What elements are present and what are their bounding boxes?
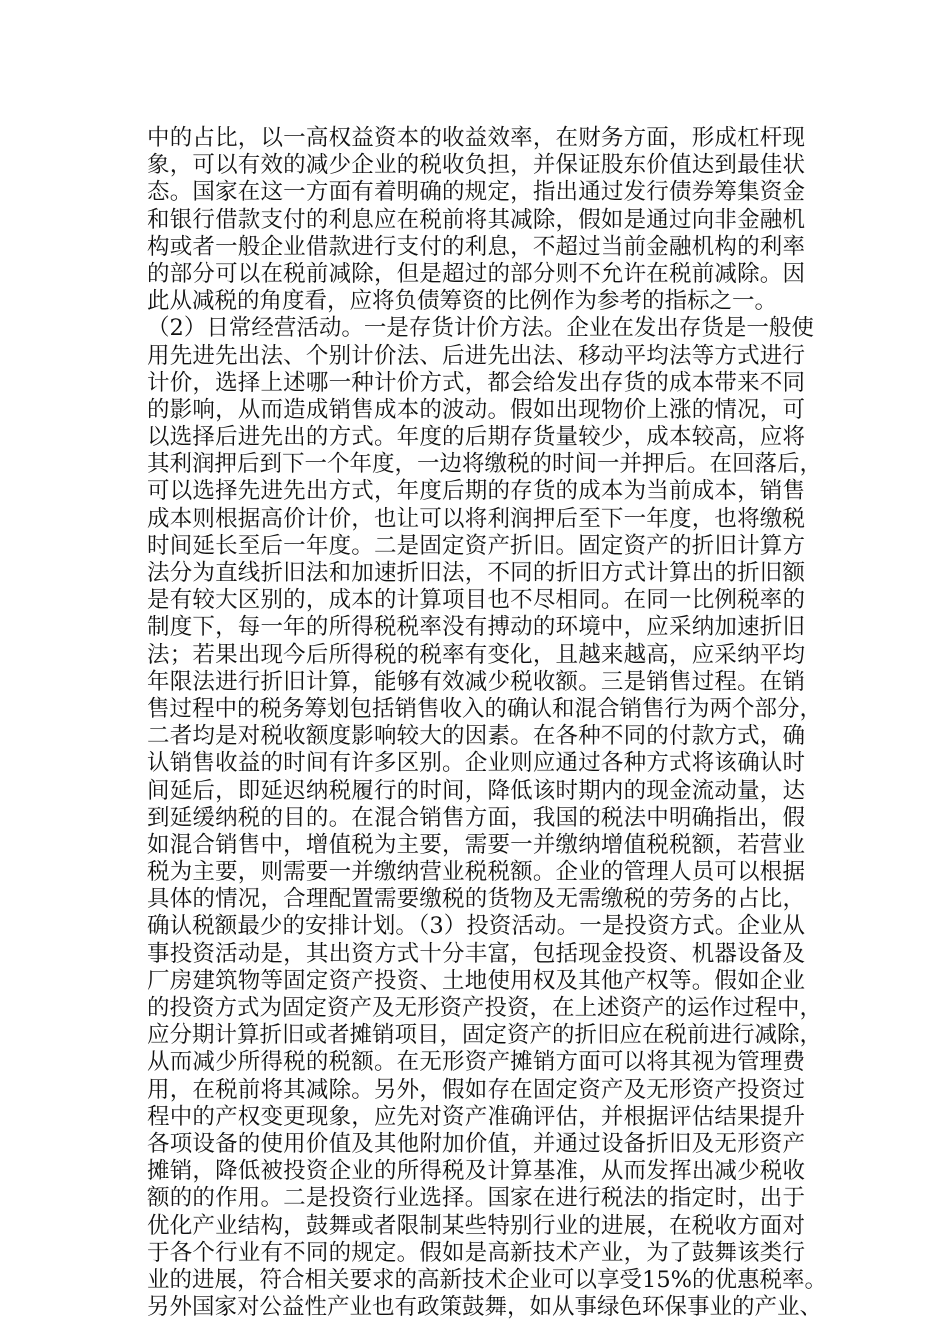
text-line: 额的的作用。二是投资行业选择。国家在进行税法的指定时，出于 [147, 1185, 805, 1212]
text-line: 用先进先出法、个别计价法、后进先出法、移动平均法等方式进行 [147, 342, 805, 369]
text-line: 计价，选择上述哪一种计价方式，都会给发出存货的成本带来不同 [147, 369, 805, 396]
text-line: 此从减税的角度看，应将负债筹资的比例作为参考的指标之一。 [147, 288, 778, 315]
text-line: 售过程中的税务筹划包括销售收入的确认和混合销售行为两个部分， [147, 695, 823, 722]
text-line: 间延后，即延迟纳税履行的时间，降低该时期内的现金流动量，达 [147, 777, 805, 804]
text-line: 的影响，从而造成销售成本的波动。假如出现物价上涨的情况，可 [147, 396, 805, 423]
text-line: 程中的产权变更现象，应先对资产准确评估，并根据评估结果提升 [147, 1103, 805, 1130]
text-line: 具体的情况，合理配置需要缴税的货物及无需缴税的劳务的占比， [147, 886, 805, 913]
text-line: 的部分可以在税前减除，但是超过的部分则不允许在税前减除。因 [147, 260, 805, 287]
text-line: 是有较大区别的，成本的计算项目也不尽相同。在同一比例税率的 [147, 587, 805, 614]
text-line: 事投资活动是，其出资方式十分丰富，包括现金投资、机器设备及 [147, 940, 805, 967]
text-line: 可以选择先进先出方式，年度后期的存货的成本为当前成本，销售 [147, 478, 805, 505]
text-line: 二者均是对税收额度影响较大的因素。在各种不同的付款方式，确 [147, 723, 805, 750]
text-line: 法；若果出现今后所得税的税率有变化，且越来越高，应采纳平均 [147, 641, 805, 668]
text-line: 中的占比，以一高权益资本的收益效率，在财务方面，形成杠杆现 [147, 125, 805, 151]
text-line: 的投资方式为固定资产及无形资产投资，在上述资产的运作过程中， [147, 995, 823, 1021]
text-line: 业的进展，符合相关要求的高新技术企业可以享受15%的优惠税率。 [147, 1266, 828, 1293]
text-line: 用，在税前将其减除。另外，假如存在固定资产及无形资产投资过 [147, 1076, 805, 1103]
body-paragraph [147, 125, 828, 1321]
text-line: 成本则根据高价计价，也让可以将利润押后至下一年度，也将缴税 [147, 505, 805, 532]
text-line: 另外国家对公益性产业也有政策鼓舞，如从事绿色环保事业的产业、 [147, 1294, 823, 1321]
text-line: 确认税额最少的安排计划。（3）投资活动。一是投资方式。企业从 [147, 913, 805, 940]
text-line: 构或者一般企业借款进行支付的利息，不超过当前金融机构的利率 [147, 233, 805, 260]
text-line: 如混合销售中，增值税为主要，需要一并缴纳增值税税额，若营业 [147, 831, 805, 858]
text-line: 各项设备的使用价值及其他附加价值，并通过设备折旧及无形资产 [147, 1130, 805, 1157]
text-line: 以选择后进先出的方式。年度的后期存货量较少，成本较高，应将 [147, 424, 805, 451]
text-line: 态。国家在这一方面有着明确的规定，指出通过发行债券筹集资金 [147, 179, 805, 206]
text-line: 税为主要，则需要一并缴纳营业税税额。企业的管理人员可以根据 [147, 859, 805, 886]
text-line: 象，可以有效的减少企业的税收负担，并保证股东价值达到最佳状 [147, 152, 805, 179]
text-line: 应分期计算折旧或者摊销项目，固定资产的折旧应在税前进行减除， [147, 1022, 823, 1049]
text-line: 年限法进行折旧计算，能够有效减少税收额。三是销售过程。在销 [147, 668, 805, 695]
text-line: （2）日常经营活动。一是存货计价方法。企业在发出存货是一般使 [147, 315, 814, 342]
text-line: 和银行借款支付的利息应在税前将其减除，假如是通过向非金融机 [147, 206, 805, 233]
text-line: 时间延长至后一年度。二是固定资产折旧。固定资产的折旧计算方 [147, 532, 805, 559]
text-line: 优化产业结构，鼓舞或者限制某些特别行业的进展，在税收方面对 [147, 1212, 805, 1239]
text-line: 认销售收益的时间有许多区别。企业则应通过各种方式将该确认时 [147, 750, 805, 777]
text-line: 法分为直线折旧法和加速折旧法，不同的折旧方式计算出的折旧额 [147, 560, 805, 586]
text-line: 厂房建筑物等固定资产投资、土地使用权及其他产权等。假如企业 [147, 967, 805, 994]
text-line: 摊销，降低被投资企业的所得税及计算基准，从而发挥出减少税收 [147, 1158, 805, 1185]
text-line: 其利润押后到下一个年度，一边将缴税的时间一并押后。在回落后， [147, 451, 823, 478]
text-line: 于各个行业有不同的规定。假如是高新技术产业，为了鼓舞该类行 [147, 1239, 805, 1266]
text-line: 到延缓纳税的目的。在混合销售方面，我国的税法中明确指出，假 [147, 804, 805, 831]
text-line: 制度下，每一年的所得税税率没有搏动的环境中，应采纳加速折旧 [147, 614, 805, 641]
text-line: 从而减少所得税的税额。在无形资产摊销方面可以将其视为管理费 [147, 1049, 805, 1076]
